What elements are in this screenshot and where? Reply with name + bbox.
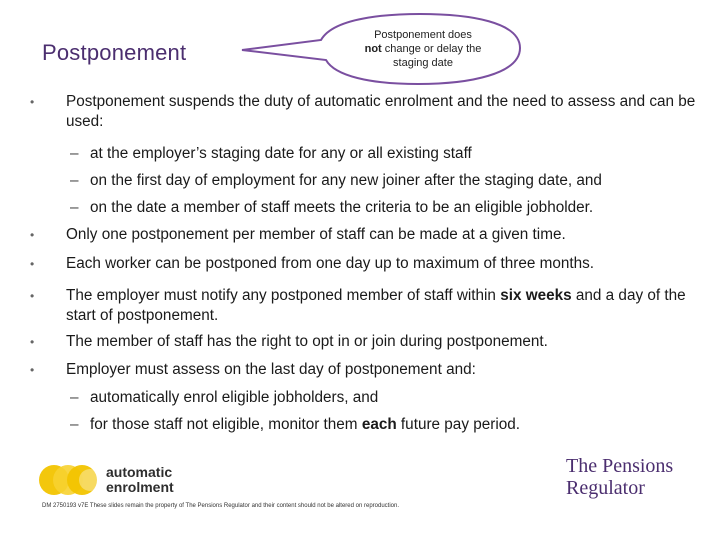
bullet-text-5: The member of staff has the right to opt in or join during postponement. (66, 333, 548, 350)
sub-text-1b: on the first day of employment for any new joiner after the staging date, and (90, 172, 602, 189)
bullet-marker: • (30, 363, 35, 377)
bullet-text-4 (66, 286, 696, 326)
sub-text-6b-bold: each (361, 416, 397, 433)
tpr-logo-line-1: The Pensions (566, 455, 674, 477)
bullet-text-1: Postponement suspends the duty of automatic enrolment and the need to assess and can be used: (66, 93, 696, 130)
bullet-marker: • (30, 257, 35, 271)
bullet-text-3: Each worker can be postponed from one day up to maximum of three months. (66, 255, 595, 272)
tpr-logo-line-2: Regulator (566, 477, 645, 499)
bullet-marker: • (30, 228, 35, 242)
footer-disclaimer: DM 2750193 v7E These slides remain the property of The Pensions Regulator and their content should not be altered on reproduction. (42, 503, 399, 509)
dash-marker: – (70, 389, 79, 406)
bullet-marker: • (30, 289, 35, 303)
sub-text-6b-start: for those staff not eligible, monitor them (90, 416, 362, 433)
callout-line-1: Postponement does (374, 29, 472, 41)
bullet-text-4-start: The employer must notify any postponed member of staff within (66, 287, 501, 304)
ae-circles-icon (38, 460, 108, 500)
automatic-enrolment-logo (38, 460, 198, 500)
dash-marker: – (70, 145, 79, 162)
bullet-text-4-end: and a day of the start of postponement. (66, 287, 686, 324)
callout-line-2 (328, 42, 518, 56)
callout-line-3: staging date (393, 57, 453, 69)
callout-line-2-rest: change or delay the (381, 43, 482, 55)
bullet-marker: • (30, 95, 35, 109)
bullet-text-4-bold: six weeks (500, 287, 572, 304)
ae-logo-text (106, 465, 174, 495)
dash-marker: – (70, 416, 79, 433)
bullet-marker: • (30, 335, 35, 349)
callout-text (328, 28, 518, 70)
bullet-text-6: Employer must assess on the last day of postponement and: (66, 361, 476, 378)
sub-text-6b (90, 415, 520, 435)
slide-title: Postponement (42, 40, 187, 65)
ae-logo-line-2: enrolment (106, 479, 174, 495)
sub-text-1a: at the employer’s staging date for any or all existing staff (90, 145, 472, 162)
callout-bubble (240, 10, 530, 90)
sub-text-6a: automatically enrol eligible jobholders, and (90, 389, 379, 406)
callout-bold-word: not (364, 43, 382, 55)
bullet-text-2: Only one postponement per member of staff can be made at a given time. (66, 226, 566, 243)
dash-marker: – (70, 199, 79, 216)
dash-marker: – (70, 172, 79, 189)
sub-text-1c: on the date a member of staff meets the criteria to be an eligible jobholder. (90, 199, 594, 216)
sub-text-6b-end: future pay period. (396, 416, 520, 433)
ae-logo-line-1: automatic (106, 464, 173, 480)
pensions-regulator-logo (566, 455, 706, 499)
